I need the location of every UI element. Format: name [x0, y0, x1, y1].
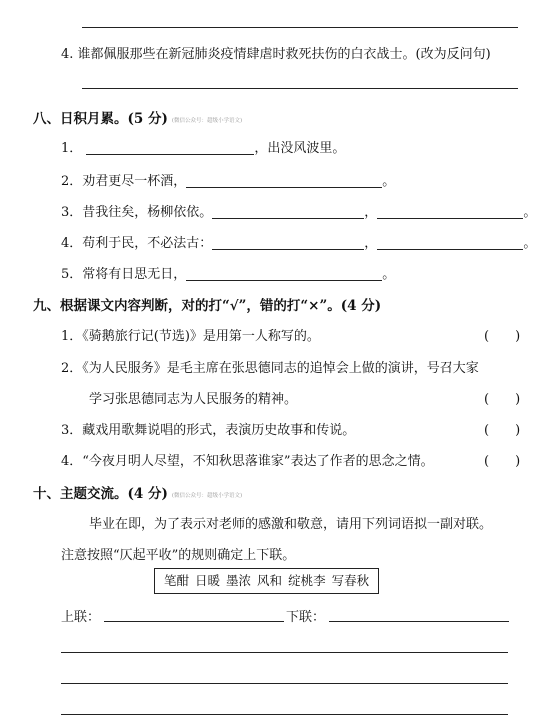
item-end: 。: [382, 267, 396, 282]
item-number: 4．: [61, 454, 83, 469]
answer-parentheses[interactable]: ( ): [484, 392, 521, 407]
instruction-para-2: 注意按照“仄起平收”的规则确定上下联。: [61, 548, 296, 563]
item-number: 1．: [61, 329, 83, 344]
question-number: 4.: [61, 47, 74, 62]
item-text: 《为人民服务》是毛主席在张思德同志的追悼会上做的演讲，号召大家: [82, 361, 479, 376]
item-text: 常将有日思无日，: [82, 267, 187, 282]
word-item: 风和: [257, 573, 283, 588]
word-item: 日暖: [195, 573, 221, 588]
section-title: 八、日积月累。(5 分): [33, 111, 168, 127]
item-number: 2．: [61, 174, 83, 189]
answer-parentheses[interactable]: ( ): [484, 454, 521, 469]
fill-blank[interactable]: [186, 267, 382, 281]
judge-item-3: [61, 419, 355, 438]
item-number: 2．: [61, 361, 83, 376]
upper-couplet-label: 上联：: [61, 610, 101, 625]
answer-line[interactable]: [61, 683, 508, 684]
judge-item-4: [61, 450, 434, 469]
item-text: ，出没风波里。: [254, 141, 346, 156]
item-text: 苟利于民，不必法古：: [82, 236, 213, 251]
lower-couplet-label: 下联：: [286, 610, 326, 625]
item-number: 5．: [61, 267, 83, 282]
fill-blank[interactable]: [86, 141, 254, 155]
section-10-heading: [33, 482, 242, 502]
fill-blank[interactable]: [186, 174, 382, 188]
poem-item-5: [61, 263, 395, 282]
item-end: 。: [523, 236, 536, 251]
fill-blank[interactable]: [212, 236, 364, 250]
item-text: 《骑鹅旅行记(节选)》是用第一人称写的。: [82, 329, 320, 344]
item-number: 3．: [61, 423, 83, 438]
word-item: 写春秋: [331, 573, 370, 588]
item-number: 4．: [61, 236, 83, 251]
judge-item-2-cont: 学习张思德同志为人民服务的精神。: [89, 392, 298, 407]
watermark-note: (微信公众号：超级小学语文): [171, 117, 243, 124]
answer-parentheses[interactable]: ( ): [484, 423, 521, 438]
answer-line-rewrite[interactable]: [82, 88, 518, 89]
item-text: 昔我往矣，杨柳依依。: [82, 205, 213, 220]
poem-item-3: [61, 201, 536, 220]
word-bank-box: [154, 568, 379, 594]
item-text: “今夜月明人尽望，不知秋思落谁家”表达了作者的思念之情。: [82, 454, 434, 469]
word-item: 墨浓: [226, 573, 252, 588]
section-title: 十、主题交流。(4 分): [33, 486, 168, 502]
judge-item-2: [61, 357, 479, 376]
lower-couplet-line[interactable]: [329, 621, 509, 622]
instruction-para-1: 毕业在即，为了表示对老师的感激和敬意，请用下列词语拟一副对联。: [89, 517, 493, 532]
fill-blank[interactable]: [212, 205, 364, 219]
item-mid: ，: [364, 205, 378, 220]
poem-item-1: [61, 137, 345, 156]
item-number: 3．: [61, 205, 83, 220]
item-end: 。: [523, 205, 536, 220]
watermark-note: (微信公众号：超级小学语文): [171, 492, 243, 499]
word-item: 笔酣: [164, 573, 190, 588]
item-end: 。: [382, 174, 396, 189]
judge-item-1: [61, 325, 320, 344]
answer-line[interactable]: [61, 714, 508, 715]
word-item: 绽桃李: [288, 573, 326, 588]
item-number: 1．: [61, 141, 83, 156]
item-text: 劝君更尽一杯酒，: [82, 174, 187, 189]
item-mid: ，: [364, 236, 378, 251]
answer-line[interactable]: [61, 652, 508, 653]
fill-blank[interactable]: [377, 205, 523, 219]
fill-blank[interactable]: [377, 236, 523, 250]
poem-item-2: [61, 170, 395, 189]
question-text: 谁都佩服那些在新冠肺炎疫情肆虐时救死扶伤的白衣战士。(改为反问句): [77, 47, 491, 62]
poem-item-4: [61, 232, 536, 251]
answer-line-top[interactable]: [82, 27, 518, 28]
item-text: 藏戏用歌舞说唱的形式，表演历史故事和传说。: [82, 423, 356, 438]
section-8-heading: [33, 107, 242, 127]
section-9-heading: 九、根据课文内容判断，对的打“√”，错的打“×”。(4 分): [33, 298, 382, 314]
question-4-rewrite: [61, 43, 491, 62]
upper-couplet-line[interactable]: [104, 621, 284, 622]
answer-parentheses[interactable]: ( ): [484, 329, 521, 344]
